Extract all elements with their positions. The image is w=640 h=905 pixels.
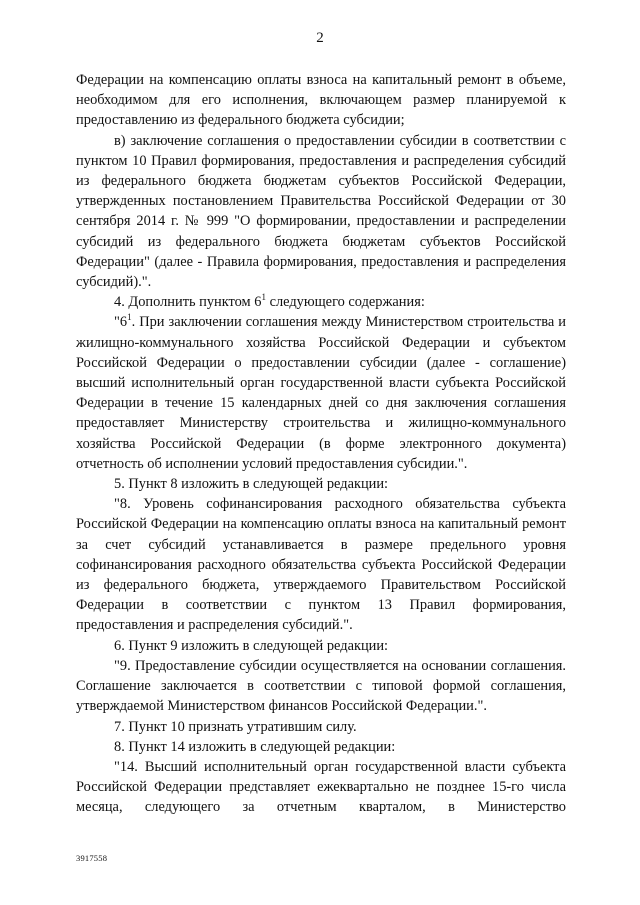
paragraph-item-5: 5. Пункт 8 изложить в следующей редакции: [114,476,389,493]
paragraph-item-8: 8. Пункт 14 изложить в следующей редакции: [114,738,396,755]
paragraph-point-6-1 [76,312,566,474]
paragraph-point-9: "9. Предоставление субсидии осуществляется на основании соглашения. Соглашение заключается в соответствии с типовой формой соглашения, утверждаемой Министерством финансов Российской Федерации.". [76,657,566,715]
paragraph-point-6-1-text: . При заключении соглашения между Министерством строительства и жилищно-коммунального хозяйства Российской Федерации и субъектом Российской Федерации о предоставлении субсидии (далее - соглашение) высший исполнительный орган государственной власти субъекта Российской Федерации в течение 15 календарных дней со дня заключения соглашения предоставляет Министерству строительства и жилищно-коммунального хозяйства Российской Федерации (в форме электронного документа) отчетность об исполнении условий предоставления субсидии.". [76,314,566,472]
page-number: 2 [316,30,324,46]
paragraph-item-4-text-rest: следующего содержания: [265,294,425,311]
paragraph-item-v: в) заключение соглашения о предоставлении субсидии в соответствии с пунктом 10 Правил формирования, предоставления и распределения субсидий из федерального бюджета бюджетам субъектов Российской Федерации, утвержденных постановлением Правительства Российской Федерации от 30 сентября 2014 г. № 999 "О формировании, предоставлении и распределении субсидий из федерального бюджета бюджетам субъектов Российской Федерации" (далее - Правила формирования, предоставления и распределения субсидий).". [76,132,566,291]
paragraph-item-7: 7. Пункт 10 признать утратившим силу. [114,718,357,735]
paragraph-point-8: "8. Уровень софинансирования расходного обязательства субъекта Российской Федерации на компенсацию оплаты взноса на капитальный ремонт за счет субсидий устанавливается в размере предельного уровня софинансирования расходного обязательства субъекта Российской Федерации из федерального бюджета, утверждаемого Правительством Российской Федерации в соответствии с пунктом 13 Правил формирования, предоставления и распределения субсидий.". [76,496,566,634]
superscript: 1 [261,292,266,303]
superscript: 1 [127,312,132,323]
paragraph-continuation: Федерации на компенсацию оплаты взноса на капитальный ремонт в объеме, необходимом для его исполнения, включающем размер планируемой к предоставлению из федерального бюджета субсидии; [76,72,566,129]
paragraph-item-6: 6. Пункт 9 изложить в следующей редакции: [114,637,389,654]
paragraph-point-14: "14. Высший исполнительный орган государственной власти субъекта Российской Федерации представляет ежеквартально не позднее 15-го числа месяца, следующего за отчетным кварталом, в Министерство [76,758,566,816]
document-body [76,70,566,818]
document-code: 3917558 [76,853,108,863]
paragraph-item-4-text: 4. Дополнить пунктом 6 [114,294,262,311]
paragraph-item-4 [76,292,566,312]
paragraph-point-6-1-start: "6 [114,314,128,331]
